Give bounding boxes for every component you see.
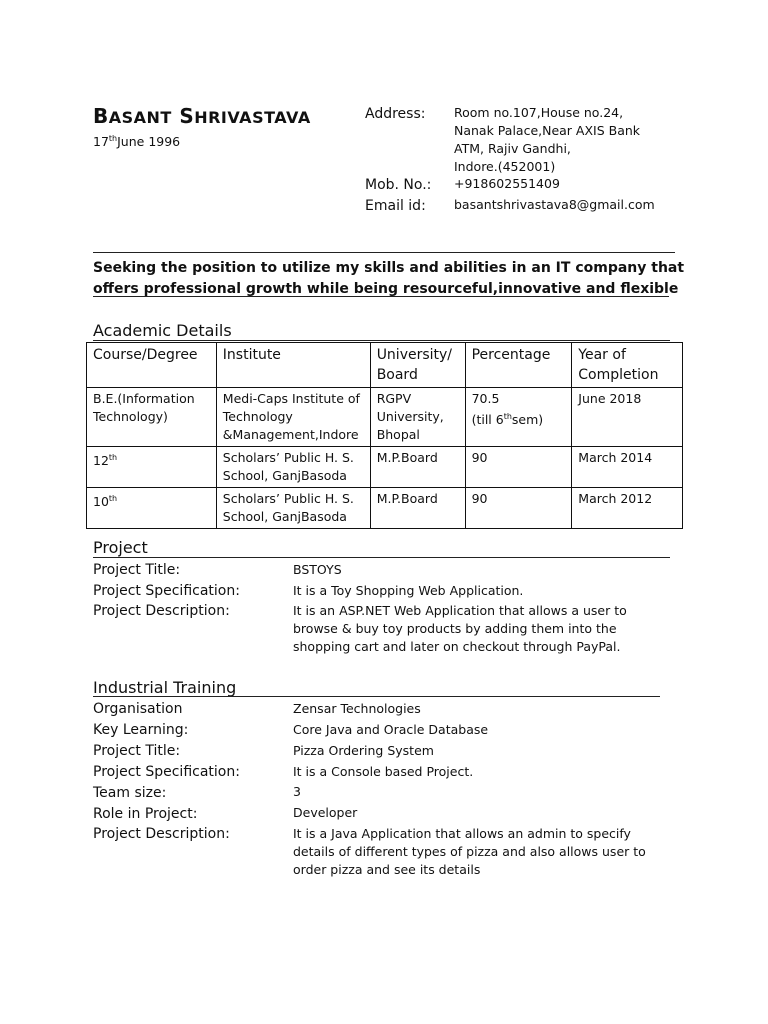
table-header-row xyxy=(87,343,683,388)
training-spec-value: It is a Console based Project. xyxy=(293,764,474,779)
project-desc-value: It is an ASP.NET Web Application that allows a user to browse & buy toy products by adding them into the shopping cart and later on checkout through PayPal. xyxy=(293,603,627,654)
col-percentage: Percentage xyxy=(465,343,572,388)
email-value: basantshrivastava8@gmail.com xyxy=(454,197,655,212)
role-value: Developer xyxy=(293,805,358,820)
project-title-label: Project Title: xyxy=(93,562,181,578)
address-label: Address: xyxy=(365,106,426,122)
col-course: Course/Degree xyxy=(87,343,217,388)
objective-divider xyxy=(93,296,669,297)
project-spec-label: Project Specification: xyxy=(93,583,240,599)
project-underline xyxy=(93,557,670,558)
email-label: Email id: xyxy=(365,198,426,214)
header-divider xyxy=(93,252,675,253)
key-learning-label: Key Learning: xyxy=(93,722,189,738)
date-of-birth: 17thJune 1996 xyxy=(93,134,181,150)
training-desc-value: It is a Java Application that allows an admin to specify details of different types of pizza and also allows user to order pizza and see its details xyxy=(293,826,646,877)
training-desc-label: Project Description: xyxy=(93,826,230,842)
mobile-value: +918602551409 xyxy=(454,176,560,191)
team-size-label: Team size: xyxy=(93,785,167,801)
col-board: University/ Board xyxy=(370,343,465,388)
academic-title: Academic Details xyxy=(93,321,232,340)
project-title: Project xyxy=(93,538,148,557)
col-year: Year of Completion xyxy=(572,343,683,388)
key-learning-value: Core Java and Oracle Database xyxy=(293,722,489,737)
organisation-value: Zensar Technologies xyxy=(293,701,421,716)
team-size-value: 3 xyxy=(293,784,301,799)
mobile-label: Mob. No.: xyxy=(365,177,432,193)
project-desc-label: Project Description: xyxy=(93,603,230,619)
training-title: Industrial Training xyxy=(93,678,237,697)
candidate-name: BASANT SHRIVASTAVA xyxy=(93,104,311,128)
table-row: 10th Scholars’ Public H. S. School, GanjBasoda M.P.Board 90 March 2012 xyxy=(87,488,683,529)
role-label: Role in Project: xyxy=(93,806,198,822)
address-value: Room no.107,House no.24, Nanak Palace,Near AXIS Bank ATM, Rajiv Gandhi, Indore.(452001) xyxy=(454,105,641,174)
training-spec-label: Project Specification: xyxy=(93,764,240,780)
training-project-title-label: Project Title: xyxy=(93,743,181,759)
training-project-title-value: Pizza Ordering System xyxy=(293,743,434,758)
academic-underline xyxy=(93,340,670,341)
academic-table xyxy=(86,342,683,529)
project-spec-value: It is a Toy Shopping Web Application. xyxy=(293,583,524,598)
table-row: B.E.(Information Technology) Medi-Caps Institute of Technology &Management,Indore RGPV University, Bhopal 70.5 (till 6thsem) June 2018 xyxy=(87,388,683,447)
career-objective: Seeking the position to utilize my skills and abilities in an IT company that offers professional growth while being resourceful,innovative and flexible xyxy=(93,260,685,297)
table-row: 12th Scholars’ Public H. S. School, GanjBasoda M.P.Board 90 March 2014 xyxy=(87,447,683,488)
organisation-label: Organisation xyxy=(93,701,183,717)
project-title-value: BSTOYS xyxy=(293,562,342,577)
col-institute: Institute xyxy=(216,343,370,388)
training-underline xyxy=(93,696,660,697)
